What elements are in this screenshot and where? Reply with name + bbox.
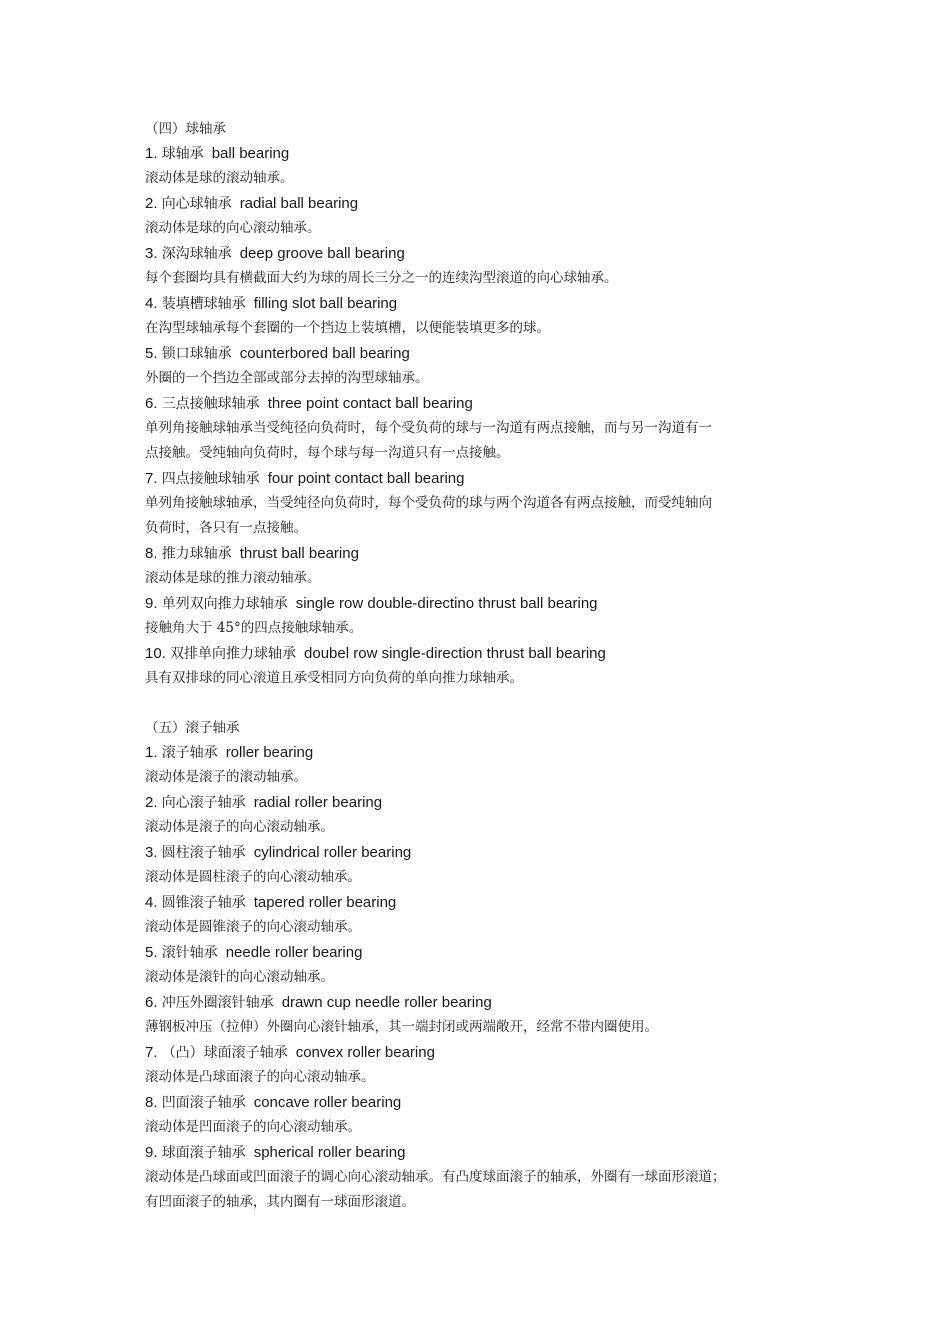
term-number: 7. xyxy=(145,470,158,487)
term-english: thrust ball bearing xyxy=(239,545,359,562)
term-english: cylindrical roller bearing xyxy=(253,844,412,861)
term-heading xyxy=(145,890,810,915)
term-english: concave roller bearing xyxy=(253,1094,402,1111)
term-english: needle roller bearing xyxy=(225,944,363,961)
term-number: 3. xyxy=(145,844,158,861)
term-heading xyxy=(145,1040,810,1065)
term-chinese: 圆锥滚子轴承 xyxy=(161,895,246,911)
term-number: 9. xyxy=(145,1144,158,1161)
term-chinese: 四点接触球轴承 xyxy=(161,471,260,487)
term-chinese: 单列双向推力球轴承 xyxy=(161,596,288,612)
term-heading xyxy=(145,641,810,666)
section-title: （五）滚子轴承 xyxy=(145,720,240,736)
term-number: 6. xyxy=(145,994,158,1011)
term-chinese: 装填槽球轴承 xyxy=(161,296,246,312)
term-number: 3. xyxy=(145,245,158,262)
term-chinese: 滚针轴承 xyxy=(161,945,218,961)
term-english: roller bearing xyxy=(225,744,314,761)
term-chinese: 滚子轴承 xyxy=(161,745,218,761)
term-definition-line: 滚动体是滚子的滚动轴承。 xyxy=(145,769,307,785)
term-english: filling slot ball bearing xyxy=(253,295,398,312)
term-english: three point contact ball bearing xyxy=(267,395,473,412)
term-chinese: 锁口球轴承 xyxy=(161,346,232,362)
term-heading xyxy=(145,1140,810,1165)
term-definition-line: 滚动体是圆锥滚子的向心滚动轴承。 xyxy=(145,919,361,935)
term-definition-line: 滚动体是凹面滚子的向心滚动轴承。 xyxy=(145,1119,361,1135)
term-definition-line: 滚动体是球的向心滚动轴承。 xyxy=(145,220,321,236)
term-heading xyxy=(145,990,810,1015)
term-english: tapered roller bearing xyxy=(253,894,397,911)
term-number: 1. xyxy=(145,145,158,162)
term-english: single row double-directino thrust ball bearing xyxy=(295,595,598,612)
term-definition-line: 滚动体是凸球面滚子的向心滚动轴承。 xyxy=(145,1069,375,1085)
term-number: 1. xyxy=(145,744,158,761)
term-chinese: （凸）球面滚子轴承 xyxy=(161,1045,288,1061)
term-heading xyxy=(145,466,810,491)
term-chinese: 圆柱滚子轴承 xyxy=(161,845,246,861)
term-english: four point contact ball bearing xyxy=(267,470,465,487)
term-english: spherical roller bearing xyxy=(253,1144,406,1161)
term-chinese: 凹面滚子轴承 xyxy=(161,1095,246,1111)
term-number: 5. xyxy=(145,345,158,362)
term-number: 9. xyxy=(145,595,158,612)
term-number: 10. xyxy=(145,645,166,662)
term-definition-line: 薄钢板冲压（拉伸）外圈向心滚针轴承，其一端封闭或两端敞开，经常不带内圈使用。 xyxy=(145,1019,658,1035)
term-heading xyxy=(145,940,810,965)
term-english: convex roller bearing xyxy=(295,1044,435,1061)
term-heading xyxy=(145,541,810,566)
term-number: 4. xyxy=(145,894,158,911)
term-heading xyxy=(145,391,810,416)
term-number: 2. xyxy=(145,794,158,811)
term-chinese: 推力球轴承 xyxy=(161,546,232,562)
term-heading xyxy=(145,191,810,216)
term-definition-line: 滚动体是凸球面或凹面滚子的调心向心滚动轴承。有凸度球面滚子的轴承，外圈有一球面形滚道； xyxy=(145,1169,726,1185)
term-heading xyxy=(145,591,810,616)
term-chinese: 向心滚子轴承 xyxy=(161,795,246,811)
term-english: deep groove ball bearing xyxy=(239,245,405,262)
term-heading xyxy=(145,1090,810,1115)
term-definition-line: 滚动体是滚针的向心滚动轴承。 xyxy=(145,969,334,985)
term-chinese: 三点接触球轴承 xyxy=(161,396,260,412)
term-chinese: 球面滚子轴承 xyxy=(161,1145,246,1161)
term-definition-line: 有凹面滚子的轴承，其内圈有一球面形滚道。 xyxy=(145,1194,415,1210)
term-definition-line: 点接触。受纯轴向负荷时，每个球与每一沟道只有一点接触。 xyxy=(145,445,510,461)
term-english: radial ball bearing xyxy=(239,195,359,212)
term-english: ball bearing xyxy=(211,145,290,162)
term-definition-line: 具有双排球的同心滚道且承受相同方向负荷的单向推力球轴承。 xyxy=(145,670,523,686)
section-spacer xyxy=(145,691,810,716)
term-english: counterbored ball bearing xyxy=(239,345,410,362)
term-definition-line: 滚动体是滚子的向心滚动轴承。 xyxy=(145,819,334,835)
term-definition-line: 滚动体是圆柱滚子的向心滚动轴承。 xyxy=(145,869,361,885)
term-chinese: 深沟球轴承 xyxy=(161,246,232,262)
term-number: 5. xyxy=(145,944,158,961)
term-number: 4. xyxy=(145,295,158,312)
term-heading xyxy=(145,840,810,865)
term-chinese: 冲压外圈滚针轴承 xyxy=(161,995,274,1011)
term-definition-line: 每个套圈均具有横截面大约为球的周长三分之一的连续沟型滚道的向心球轴承。 xyxy=(145,270,618,286)
term-heading xyxy=(145,141,810,166)
term-chinese: 球轴承 xyxy=(161,146,204,162)
term-number: 6. xyxy=(145,395,158,412)
term-english: drawn cup needle roller bearing xyxy=(281,994,492,1011)
term-number: 2. xyxy=(145,195,158,212)
section-title: （四）球轴承 xyxy=(145,121,226,137)
term-definition-line: 单列角接触球轴承，当受纯径向负荷时，每个受负荷的球与两个沟道各有两点接触，而受纯轴向 xyxy=(145,495,712,511)
term-heading xyxy=(145,241,810,266)
term-heading xyxy=(145,740,810,765)
document-page xyxy=(145,117,810,1215)
term-number: 7. xyxy=(145,1044,158,1061)
term-definition-line: 单列角接触球轴承当受纯径向负荷时，每个受负荷的球与一沟道有两点接触，而与另一沟道有一 xyxy=(145,420,712,436)
term-definition-line: 接触角大于 45°的四点接触球轴承。 xyxy=(145,620,363,636)
term-english: radial roller bearing xyxy=(253,794,383,811)
term-number: 8. xyxy=(145,1094,158,1111)
term-english: doubel row single-direction thrust ball bearing xyxy=(304,645,606,662)
term-definition-line: 滚动体是球的推力滚动轴承。 xyxy=(145,570,321,586)
term-heading xyxy=(145,790,810,815)
term-definition-line: 外圈的一个挡边全部或部分去掉的沟型球轴承。 xyxy=(145,370,429,386)
term-chinese: 向心球轴承 xyxy=(161,196,232,212)
term-definition-line: 滚动体是球的滚动轴承。 xyxy=(145,170,294,186)
term-heading xyxy=(145,291,810,316)
term-number: 8. xyxy=(145,545,158,562)
term-heading xyxy=(145,341,810,366)
term-chinese: 双排单向推力球轴承 xyxy=(170,646,297,662)
term-definition-line: 在沟型球轴承每个套圈的一个挡边上装填槽，以便能装填更多的球。 xyxy=(145,320,550,336)
term-definition-line: 负荷时，各只有一点接触。 xyxy=(145,520,307,536)
